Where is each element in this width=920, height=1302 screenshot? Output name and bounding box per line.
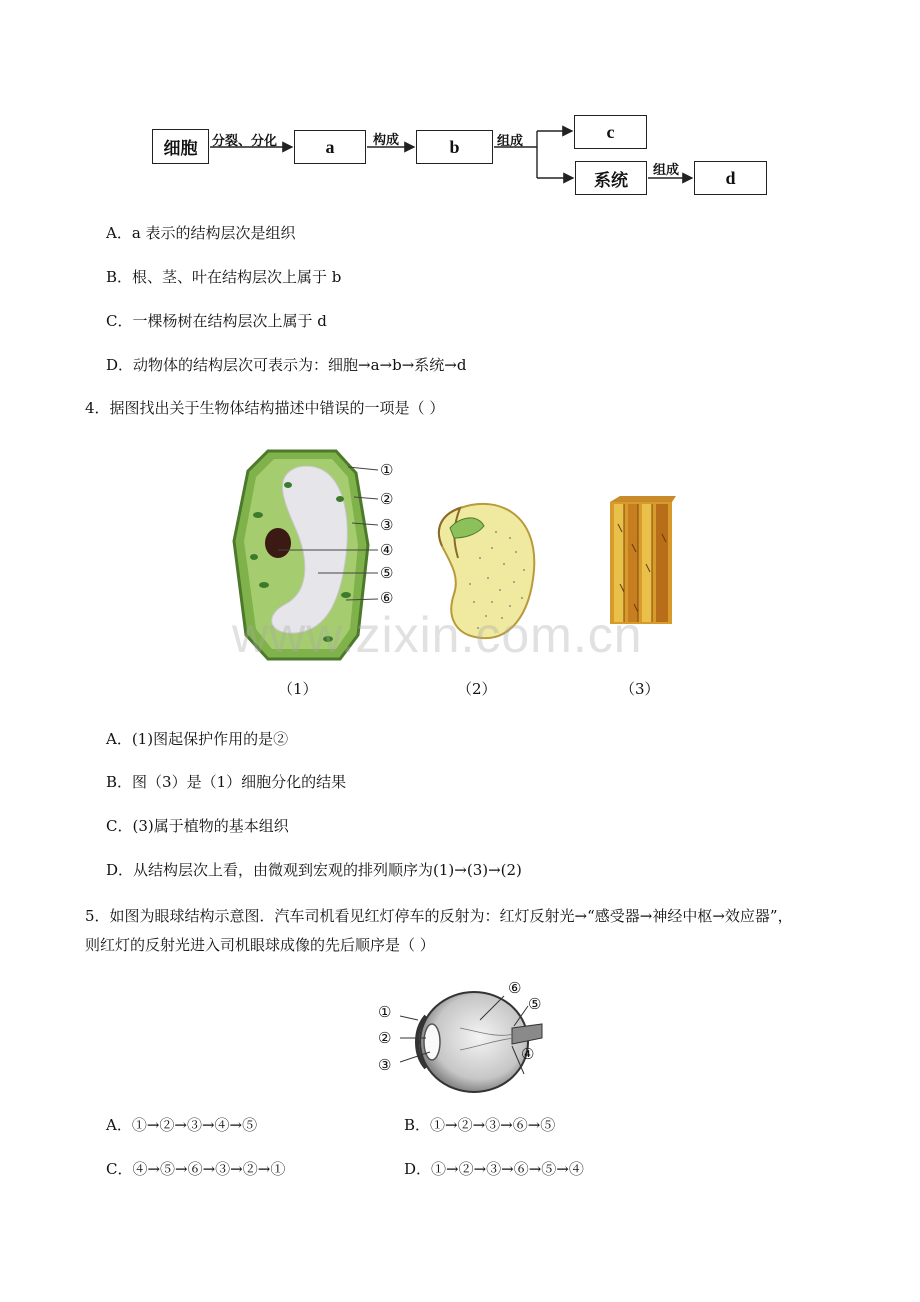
q4-option-b: B．图（3）是（1）细胞分化的结果: [106, 773, 347, 791]
cell-marker-1: ①: [380, 461, 394, 479]
caption-3: （3）: [620, 680, 660, 698]
q3-option-d: D．动物体的结构层次可表示为：细胞→a→b→系统→d: [106, 356, 467, 374]
q5-option-a: A．①→②→③→④→⑤: [106, 1116, 258, 1134]
box-system: 系统: [575, 161, 647, 195]
eye-marker-1: ①: [378, 1003, 392, 1021]
eye-marker-6: ⑥: [508, 979, 522, 997]
q3-option-b: B．根、茎、叶在结构层次上属于 b: [106, 268, 342, 286]
eye-marker-3: ③: [378, 1056, 392, 1074]
q3-option-a: A．a 表示的结构层次是组织: [106, 224, 296, 242]
box-d: d: [694, 161, 767, 195]
box-b: b: [416, 130, 493, 164]
eye-marker-5: ⑤: [528, 995, 542, 1013]
q5-option-b: B．①→②→③→⑥→⑤: [404, 1116, 556, 1134]
q4-option-d: D．从结构层次上看，由微观到宏观的排列顺序为(1)→(3)→(2): [106, 861, 522, 879]
box-a: a: [294, 130, 366, 164]
edge-label-compose-2: 组成: [653, 163, 680, 178]
q5-option-d: D．①→②→③→⑥→⑤→④: [404, 1160, 584, 1178]
caption-2: （2）: [457, 680, 497, 698]
caption-1: （1）: [278, 680, 318, 698]
q4-stem: 4．据图找出关于生物体结构描述中错误的一项是（ ）: [85, 399, 445, 417]
eye-marker-2: ②: [378, 1029, 392, 1047]
q4-option-c: C．(3)属于植物的基本组织: [106, 817, 289, 835]
cell-marker-5: ⑤: [380, 564, 394, 582]
flowchart-arrows: [0, 0, 920, 220]
cell-marker-6: ⑥: [380, 589, 394, 607]
box-c: c: [574, 115, 647, 149]
q4-option-a: A．(1)图起保护作用的是②: [106, 730, 289, 748]
q3-option-c: C．一棵杨树在结构层次上属于 d: [106, 312, 327, 330]
cell-marker-4: ④: [380, 541, 394, 559]
q5-stem-line2: 则红灯的反射光进入司机眼球成像的先后顺序是（ ）: [85, 936, 435, 954]
cell-marker-3: ③: [380, 516, 394, 534]
cell-marker-2: ②: [380, 490, 394, 508]
edge-label-constitute: 构成: [373, 133, 400, 148]
watermark: www.zixin.com.cn: [232, 607, 643, 663]
q5-stem-line1: 5．如图为眼球结构示意图．汽车司机看见红灯停车的反射为：红灯反射光→“感受器→神经中枢→效应器”，: [85, 907, 793, 925]
eye-marker-4: ④: [521, 1045, 535, 1063]
edge-label-compose-1: 组成: [497, 134, 524, 149]
box-cell: 细胞: [152, 129, 209, 164]
edge-label-divide-differentiate: 分裂、分化: [212, 134, 278, 149]
q5-option-c: C．④→⑤→⑥→③→②→①: [106, 1160, 286, 1178]
